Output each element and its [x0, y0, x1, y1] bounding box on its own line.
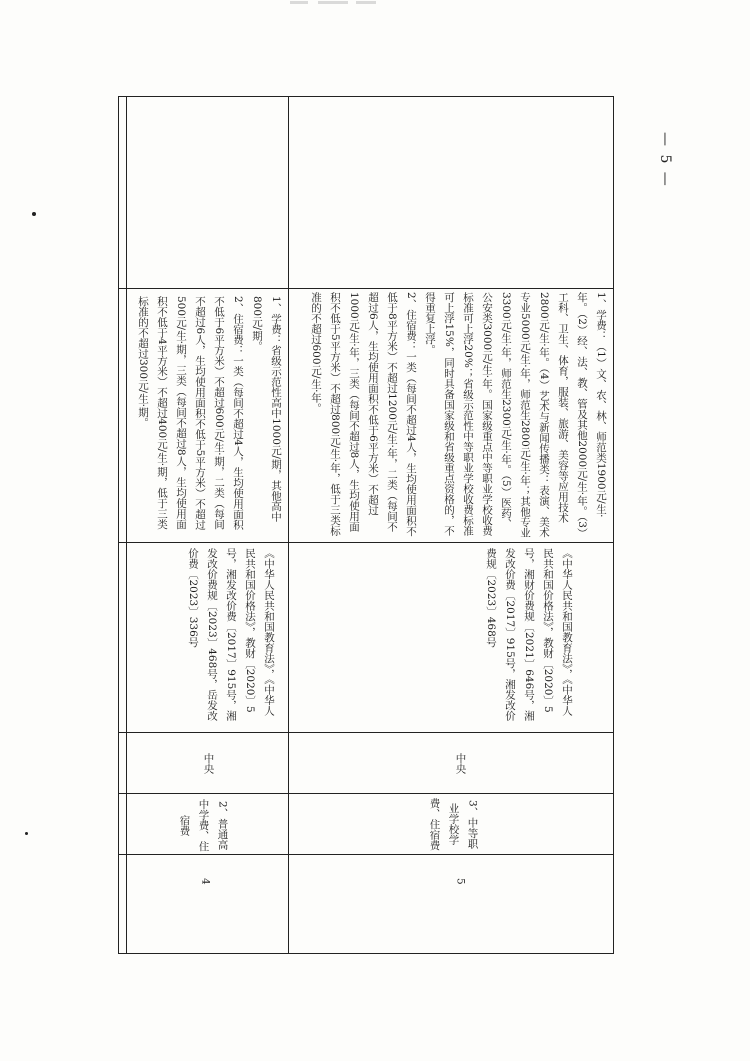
row-5-item: 3、中等职业学校学费、住宿费: [428, 797, 479, 851]
table-edge-line: [126, 96, 127, 954]
column-divider: [118, 288, 614, 289]
row-divider: [288, 96, 289, 954]
row-4-index: 4: [199, 877, 212, 885]
row-4-level: 中央: [202, 752, 215, 774]
row-5-level: 中央: [454, 752, 467, 774]
row-4-basis: 《中华人民共和国教育法》，《中华人民共和国价格法》，教财〔2020〕5号，湘发改价费〔2017〕915号，湘发改价费规〔2023〕468号，岳发改价费〔2023〕336号: [187, 548, 275, 721]
fee-table: [118, 96, 614, 954]
page-number: — 5 —: [657, 132, 673, 188]
scan-artifact: [290, 0, 380, 6]
row-5-standard: 1、学费：（1）文、农、林、师范类1900元/生·年。（2）经、法、教、管及其他2000元/生·年。（3）工科、卫生、体育，服装、旅游、美容等应用技术2800元/生·年。（4）艺术与新闻传播类：表演、美术专业5000元/生·年，师范生2800元/生·年；其他专业3300元/生·年，师范生2300元/生·年。（5）医药、公安类3000元/生·年。国家级重点中等职业学校收费标准可上浮20%；省级示范性中等职业学校收费标准可上浮15%，同时具备国家级和省级重点资格的，不得重复上浮。 2、住宿费：一类（每间不超过4人，生均使用面积不低于8平方米）不超过1200元/生·年，二类（每间不超过6人，生均使用面积不低于6平方米）不超过1000元/生·年，三类（每间不超过8人，生均使用面积不低于5平方米）不超过800元/生·年，低于三类标准的不超过600元/生·年。: [310, 292, 607, 538]
column-divider: [118, 854, 614, 855]
row-4-standard: 1、学费：省级示范性高中1000元/期，其他高中800元/期。 2、住宿费：一类（每间不超过4人，生均使用面积不低于6平方米）不超过600元/生·期，二类（每间不超过6人，生均使用面积不低于5平方米）不超过500元/生·期，三类（每间不超过8人，生均使用面积不低于4平方米）不超过400元/生·期，低于三类标准的不超过300元/生·期。: [137, 296, 282, 530]
column-divider: [118, 732, 614, 733]
scan-speck: [32, 212, 36, 216]
scan-speck: [25, 832, 28, 835]
column-divider: [118, 542, 614, 543]
row-4-item: 2、普通高中学费、住宿费: [178, 798, 229, 852]
row-5-index: 5: [454, 877, 467, 885]
column-divider: [118, 793, 614, 794]
row-5-basis: 《中华人民共和国教育法》，《中华人民共和国价格法》，教财〔2020〕5号，湘财价费规〔2021〕646号，湘发改价费〔2017〕915号，湘发改价费规〔2023〕468号: [485, 548, 573, 721]
